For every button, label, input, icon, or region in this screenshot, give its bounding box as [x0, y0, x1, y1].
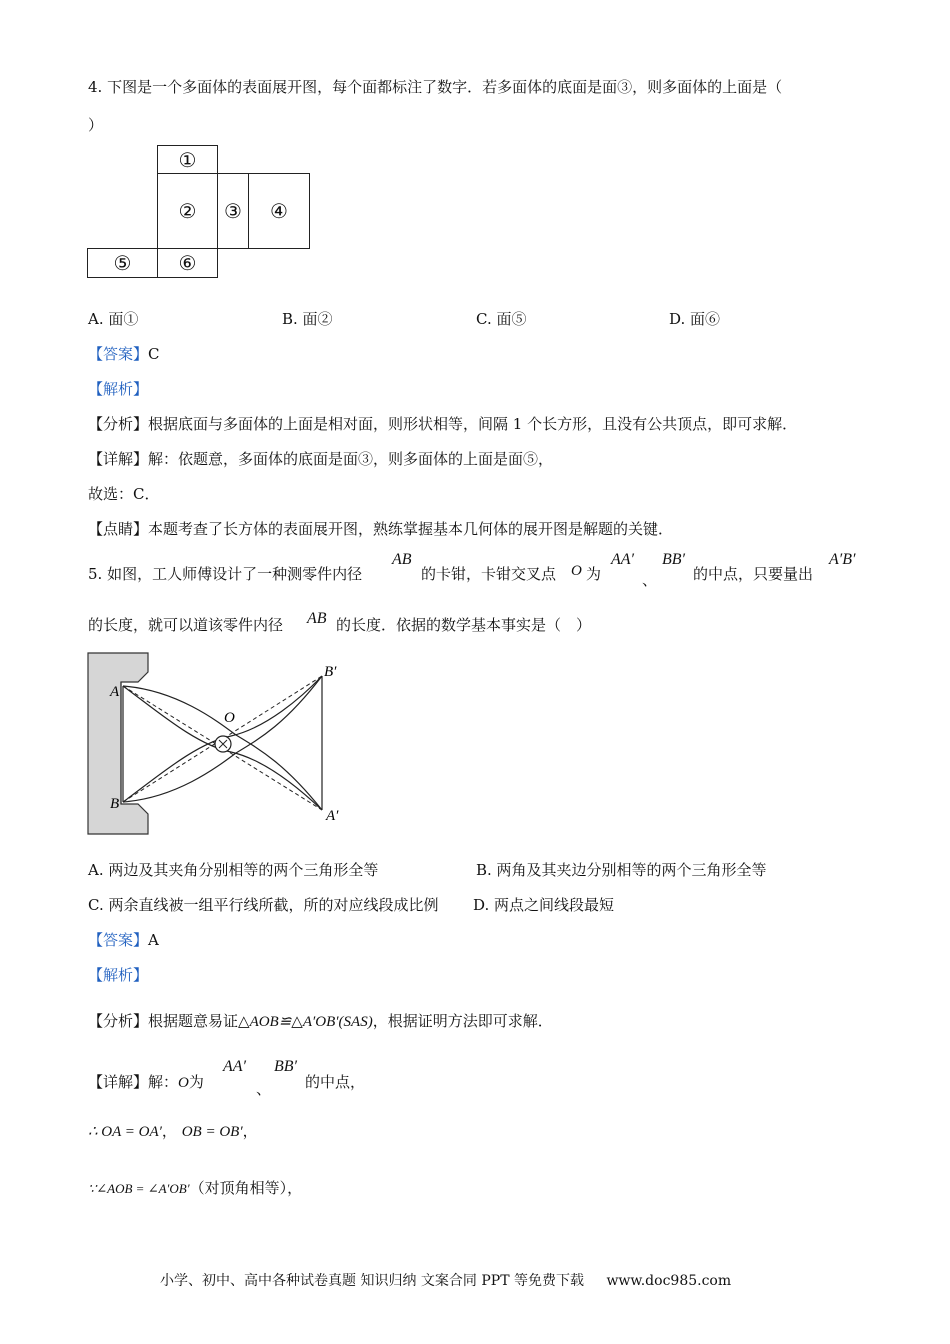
q5-fenxi-b: ，根据证明方法即可求解． — [372, 1012, 553, 1030]
answer-tag: 【答案】 — [88, 345, 149, 363]
q5-fenxi-line — [88, 1010, 553, 1031]
q5-detail-c: 的中点， — [305, 1073, 366, 1091]
q5-stem-ab2: A′B′ — [829, 551, 856, 568]
q5-stem-aa: AA′ — [611, 551, 635, 568]
q5-stem-ab3: AB — [307, 610, 327, 627]
q5-stem-e: 的长度，就可以道该零件内径 — [88, 616, 284, 634]
q4-answer: C — [148, 345, 160, 363]
q5-stem-o: O — [571, 563, 582, 579]
q5-answer-line — [88, 929, 159, 950]
q5-option-d: D. 两点之间线段最短 — [473, 896, 615, 914]
label-a-prime: A′ — [326, 808, 339, 824]
q4-stem-line2: ） — [88, 116, 104, 134]
q5-stem-bb: BB′ — [662, 551, 686, 568]
q5-fenxi-math: △AOB≌△A′OB′(SAS) — [238, 1014, 373, 1030]
q5-detail-aa: AA′ — [223, 1058, 247, 1075]
footer-url[interactable]: www.doc985.com — [606, 1273, 732, 1289]
label-b-prime: B′ — [324, 664, 337, 680]
q5-fenxi-a: 根据题意易证 — [148, 1012, 239, 1030]
q4-option-b: B. 面② — [282, 310, 333, 328]
q5-option-c: C. 两余直线被一组平行线所截，所的对应线段成比例 — [88, 896, 439, 914]
label-o: O — [224, 710, 235, 726]
q5-stem-ab: AB — [392, 551, 412, 568]
q5-step1-a: ∴ OA = OA′ — [88, 1124, 162, 1140]
q5-detail-a: 解： — [148, 1073, 179, 1091]
footer — [160, 1270, 731, 1290]
q5-step2-math: ∵∠AOB = ∠A′OB′ — [88, 1181, 190, 1196]
fenxi-tag: 【分析】 — [88, 1012, 149, 1030]
q5-step1 — [88, 1120, 258, 1141]
q4-option-d: D. 面⑥ — [669, 310, 721, 328]
q5-stem-sep: 、 — [642, 571, 658, 589]
q4-option-a: A. 面① — [88, 310, 139, 328]
q5-stem-d: 的中点，只要量出 — [693, 565, 814, 583]
face-4: ④ — [248, 173, 310, 249]
footer-text: 小学、初中、高中各种试卷真题 知识归纳 文案合同 PPT 等免费下载 — [160, 1273, 584, 1289]
q4-stem-line1: 4. 下图是一个多面体的表面展开图，每个面都标注了数字．若多面体的底面是面③，则多面体的上面是（ — [88, 78, 783, 96]
q4-option-c: C. 面⑤ — [476, 310, 527, 328]
q5-option-b: B. 两角及其夹边分别相等的两个三角形全等 — [476, 861, 767, 879]
fenxi-tag: 【分析】 — [88, 415, 149, 433]
q4-analysis-tag: 【解析】 — [88, 380, 149, 398]
face-6: ⑥ — [157, 248, 218, 278]
q4-comment: 本题考查了长方体的表面展开图，熟练掌握基本几何体的展开图是解题的关键． — [148, 520, 674, 538]
q5-step2 — [88, 1177, 302, 1198]
q5-analysis-tag: 【解析】 — [88, 966, 149, 984]
face-1: ① — [157, 145, 218, 174]
q5-option-a: A. 两边及其夹角分别相等的两个三角形全等 — [88, 861, 379, 879]
q4-detail: 解：依题意，多面体的底面是面③，则多面体的上面是面⑤， — [148, 450, 554, 468]
q4-fenxi: 根据底面与多面体的上面是相对面，则形状相等，间隔 1 个长方形，且没有公共顶点，即可求解． — [148, 415, 798, 433]
q5-step1-end: ， — [242, 1122, 258, 1140]
face-2: ② — [157, 173, 218, 249]
q4-detail-line — [88, 448, 553, 469]
q5-step1-sep: ， — [161, 1122, 177, 1140]
q5-detail-b: 为 — [188, 1073, 204, 1091]
q5-stem-f: 的长度．依据的数学基本事实是（ ） — [336, 616, 592, 634]
q5-stem-c: 为 — [586, 565, 602, 583]
q4-comment-line — [88, 518, 673, 539]
q4-fenxi-line — [88, 413, 797, 434]
q5-step1-b: OB = OB′ — [181, 1124, 243, 1140]
q4-answer-line — [88, 343, 160, 364]
comment-tag: 【点睛】 — [88, 520, 149, 538]
q5-detail-sep: 、 — [256, 1080, 272, 1098]
q5-step2-text: （对顶角相等）， — [189, 1179, 303, 1197]
q5-detail-o: O — [178, 1075, 189, 1091]
q5-stem-b: 的卡钳，卡钳交叉点 — [421, 565, 557, 583]
caliper-figure — [86, 650, 356, 840]
detail-tag: 【详解】 — [88, 450, 149, 468]
detail-tag: 【详解】 — [88, 1073, 149, 1091]
q4-choice: 故选：C． — [88, 485, 160, 503]
label-a: A — [110, 684, 120, 700]
q5-detail-line — [88, 1071, 204, 1092]
q5-detail-bb: BB′ — [274, 1058, 298, 1075]
q5-answer: A — [148, 931, 159, 949]
q5-stem-a: 5. 如图，工人师傅设计了一种测零件内径 — [88, 565, 363, 583]
answer-tag: 【答案】 — [88, 931, 149, 949]
label-b: B — [110, 796, 120, 812]
face-3: ③ — [217, 173, 249, 249]
face-5: ⑤ — [87, 248, 158, 278]
